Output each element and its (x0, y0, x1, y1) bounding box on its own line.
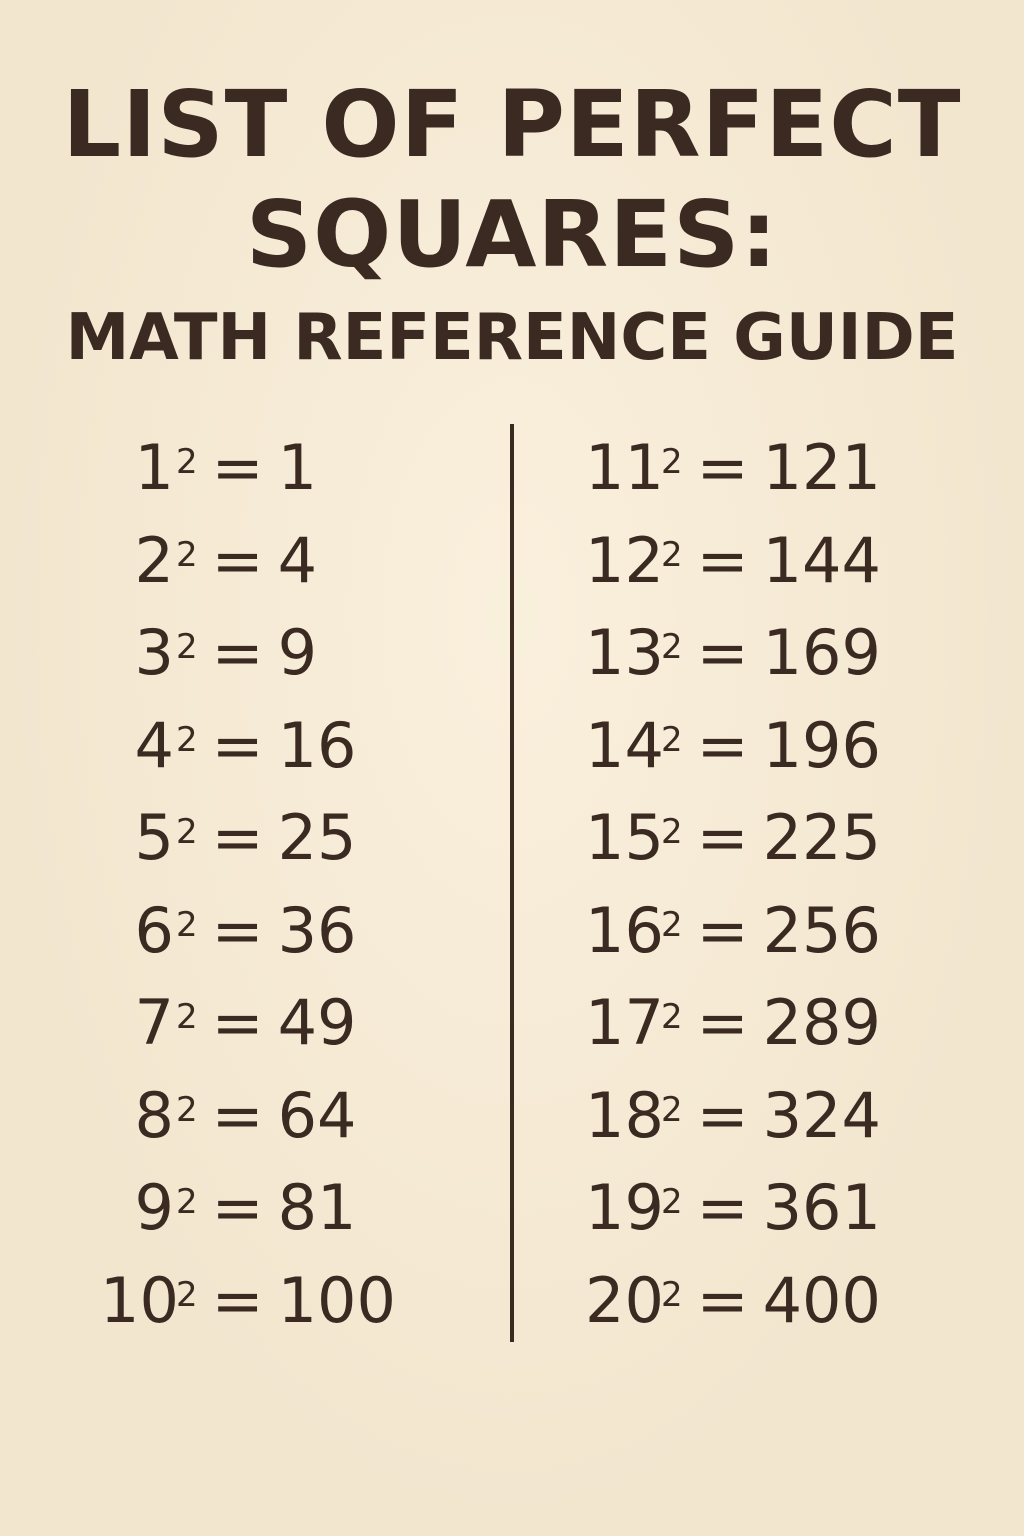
equation-base: 13 (585, 616, 664, 689)
equation-exponent: 2 (176, 997, 198, 1037)
square-equation (585, 792, 985, 885)
equation-exponent: 2 (176, 719, 198, 760)
equation-result: 169 (762, 616, 881, 689)
title-line-1: LIST OF PERFECT (62, 71, 962, 178)
equals-sign: = (696, 1078, 749, 1152)
equation-base: 2 (134, 523, 174, 597)
square-equation (585, 1162, 985, 1255)
equation-base: 5 (134, 801, 174, 874)
equation-base: 20 (585, 1263, 664, 1337)
equation-base: 8 (134, 1078, 174, 1152)
equation-result: 1 (277, 431, 318, 504)
equals-sign: = (696, 616, 749, 689)
equation-result: 400 (762, 1263, 881, 1337)
equation-result: 81 (277, 1171, 357, 1244)
equation-exponent: 2 (661, 997, 683, 1037)
title-line-2: SQUARES: (245, 181, 779, 288)
equation-base: 3 (134, 616, 174, 689)
square-equation (585, 1070, 985, 1163)
square-equation (100, 1070, 500, 1163)
equation-base: 12 (585, 523, 664, 597)
equation-exponent: 2 (176, 627, 198, 667)
square-equation (100, 607, 500, 700)
square-equation (100, 885, 500, 978)
square-equation (585, 422, 985, 515)
square-equation (100, 792, 500, 885)
equation-base: 16 (585, 893, 664, 967)
equation-exponent: 2 (176, 904, 198, 945)
equation-base: 14 (585, 708, 664, 782)
equation-exponent: 2 (176, 812, 198, 852)
equation-base: 11 (585, 431, 664, 504)
equation-result: 196 (762, 708, 881, 782)
equation-result: 361 (762, 1171, 881, 1244)
square-equation (585, 700, 985, 793)
equation-base: 18 (585, 1078, 664, 1152)
equals-sign: = (211, 616, 264, 689)
square-equation (585, 977, 985, 1070)
equation-exponent: 2 (661, 1274, 683, 1315)
equation-result: 25 (277, 801, 357, 874)
equals-sign: = (211, 431, 264, 504)
subtitle: MATH REFERENCE GUIDE (65, 301, 959, 375)
square-equation (585, 607, 985, 700)
equation-base: 9 (134, 1171, 174, 1244)
equals-sign: = (211, 1078, 264, 1152)
equals-sign: = (211, 1263, 264, 1337)
equation-base: 1 (134, 431, 174, 504)
equation-base: 15 (585, 801, 664, 874)
equation-result: 225 (762, 801, 881, 874)
square-equation (585, 515, 985, 608)
equals-sign: = (211, 801, 264, 874)
equals-sign: = (696, 801, 749, 874)
right-column (585, 422, 985, 1347)
equation-base: 7 (134, 986, 174, 1059)
equation-result: 100 (277, 1263, 396, 1337)
equals-sign: = (696, 1171, 749, 1244)
equals-sign: = (696, 708, 749, 782)
square-equation (100, 422, 500, 515)
equation-result: 36 (277, 893, 357, 967)
equation-exponent: 2 (176, 534, 198, 575)
equation-result: 16 (277, 708, 357, 782)
equation-exponent: 2 (661, 1182, 683, 1222)
equals-sign: = (696, 431, 749, 504)
square-equation (100, 1162, 500, 1255)
left-column (100, 422, 500, 1347)
equation-exponent: 2 (661, 812, 683, 852)
column-divider (510, 424, 514, 1342)
square-equation (100, 515, 500, 608)
equation-base: 10 (100, 1263, 179, 1337)
equals-sign: = (211, 708, 264, 782)
equals-sign: = (696, 893, 749, 967)
square-equation (585, 1255, 985, 1348)
equation-exponent: 2 (661, 627, 683, 667)
equals-sign: = (211, 523, 264, 597)
equation-base: 19 (585, 1171, 664, 1244)
equation-result: 49 (277, 986, 357, 1059)
equation-exponent: 2 (661, 719, 683, 760)
equals-sign: = (696, 986, 749, 1059)
square-equation (100, 700, 500, 793)
equation-exponent: 2 (176, 442, 198, 482)
equation-base: 6 (134, 893, 174, 967)
equation-exponent: 2 (661, 1089, 683, 1130)
equation-result: 324 (762, 1078, 881, 1152)
equation-exponent: 2 (661, 442, 683, 482)
equation-base: 17 (585, 986, 664, 1059)
equation-result: 4 (277, 523, 318, 597)
equals-sign: = (211, 986, 264, 1059)
equation-result: 64 (277, 1078, 357, 1152)
equals-sign: = (211, 1171, 264, 1244)
equation-result: 289 (762, 986, 881, 1059)
equation-exponent: 2 (176, 1089, 198, 1130)
equation-result: 9 (277, 616, 318, 689)
equation-exponent: 2 (176, 1182, 198, 1222)
equals-sign: = (696, 523, 749, 597)
equals-sign: = (211, 893, 264, 967)
equation-result: 144 (762, 523, 881, 597)
equals-sign: = (696, 1263, 749, 1337)
square-equation (100, 1255, 500, 1348)
equation-result: 121 (762, 431, 881, 504)
equation-exponent: 2 (661, 904, 683, 945)
equation-result: 256 (762, 893, 881, 967)
equation-exponent: 2 (176, 1274, 198, 1315)
square-equation (100, 977, 500, 1070)
square-equation (585, 885, 985, 978)
equation-base: 4 (134, 708, 174, 782)
equation-exponent: 2 (661, 534, 683, 575)
